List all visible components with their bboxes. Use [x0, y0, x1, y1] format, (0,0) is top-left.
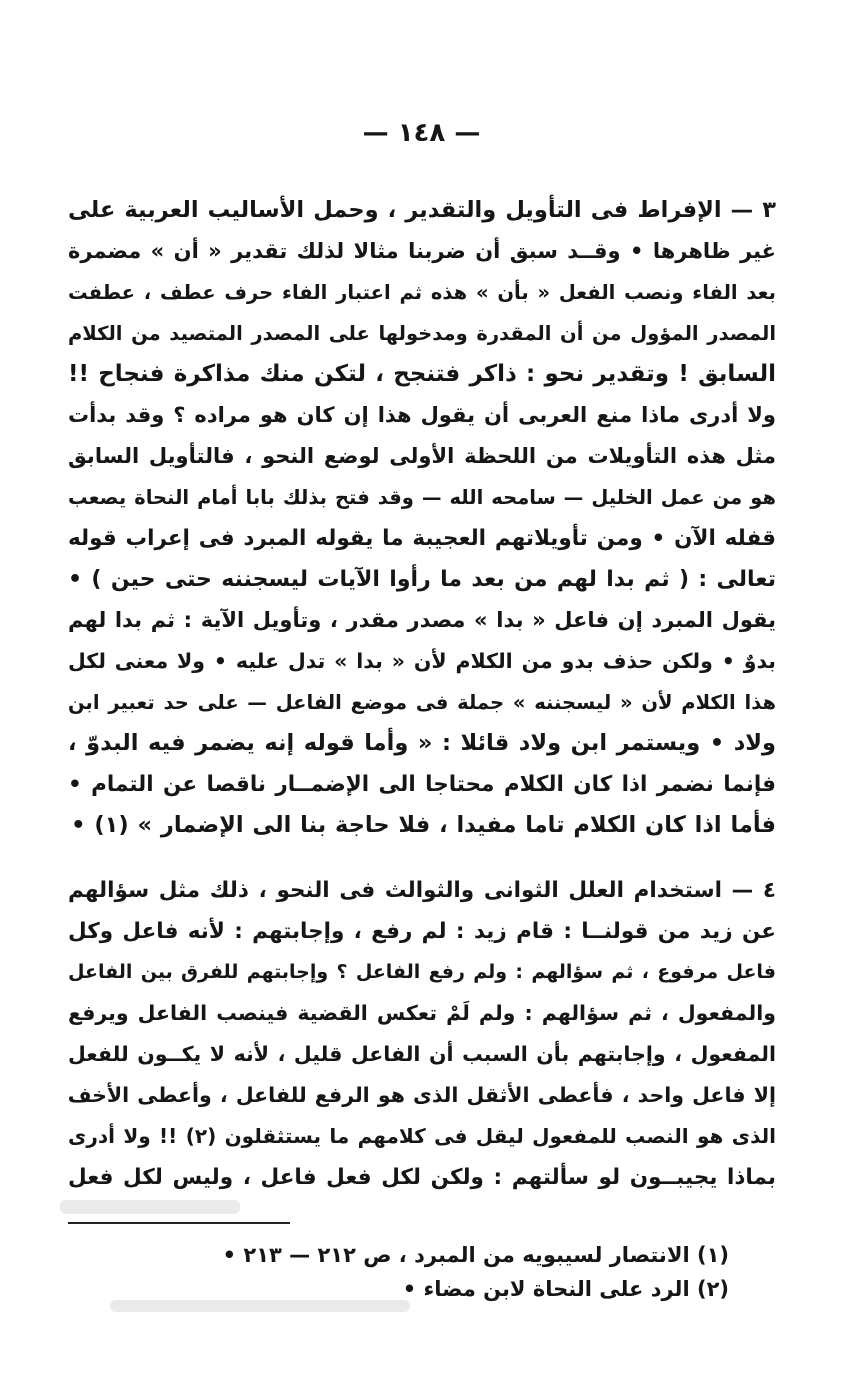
text-line: ٤ — استخدام العلل الثوانى والثوالث فى النحو ، ذلك مثل سؤالهم	[68, 878, 776, 903]
text-line: هو من عمل الخليل — سامحه الله — وقد فتح بذلك بابا أمام النحاة يصعب	[68, 486, 776, 509]
footnotes	[129, 1238, 729, 1306]
paragraph-excessive-interpretation	[68, 190, 776, 846]
text-line: بماذا يجيبــون لو سألتهم : ولكن لكل فعل فاعل ، وليس لكل فعل	[68, 1165, 776, 1190]
text-line: فاعل مرفوع ، ثم سؤالهم : ولم رفع الفاعل ؟ وإجابتهم للفرق بين الفاعل	[68, 961, 776, 983]
text-line: بدوٌ • ولكن حذف بدو من الكلام لأن « بدا » تدل عليه • ولا معنى لكل	[68, 649, 776, 673]
scan-artifact	[60, 1200, 240, 1214]
text-line: إلا فاعل واحد ، فأعطى الأثقل الذى هو الرفع للفاعل ، وأعطى الأخف	[68, 1083, 776, 1107]
text-line: يقول المبرد إن فاعل « بدا » مصدر مقدر ، وتأويل الآية : ثم بدا لهم	[68, 608, 776, 632]
footnote-2: (٢) الرد على النحاة لابن مضاء •	[402, 1277, 729, 1301]
text-line: فإنما نضمر اذا كان الكلام محتاجا الى الإضمــار ناقصا عن التمام •	[68, 772, 776, 797]
paragraph-secondary-causes	[68, 870, 776, 1198]
text-line: ولا أدرى ماذا منع العربى أن يقول هذا إن كان هو مراده ؟ وقد بدأت	[68, 403, 776, 427]
text-line: عن زيد من قولنــا : قام زيد : لم رفع ، وإجابتهم : لأنه فاعل وكل	[68, 919, 776, 944]
text-line: غير ظاهرها • وقــد سبق أن ضربنا مثالا لذلك تقدير « أن » مضمرة	[68, 239, 776, 263]
text-line: تعالى : ( ثم بدا لهم من بعد ما رأوا الآيات ليسجننه حتى حين ) •	[68, 567, 776, 592]
text-line: الذى هو النصب للمفعول ليقل فى كلامهم ما يستثقلون (٢) !! ولا أدرى	[68, 1124, 776, 1148]
text-line: ٣ — الإفراط فى التأويل والتقدير ، وحمل الأساليب العربية على	[68, 197, 776, 223]
text-line: مثل هذه التأويلات من اللحظة الأولى لوضع النحو ، فالتأويل السابق	[68, 444, 776, 468]
text-line: السابق ! وتقدير نحو : ذاكر فتنجح ، لتكن منك مذاكرة فنجاح !!	[68, 361, 776, 387]
text-line: والمفعول ، ثم سؤالهم : ولم لَمْ تعكس القضية فينصب الفاعل ويرفع	[68, 1001, 776, 1025]
text-line: ولاد • ويستمر ابن ولاد قائلا : « وأما قوله إنه يضمر فيه البدوّ ،	[68, 730, 776, 756]
text-line: المفعول ، وإجابتهم بأن السبب أن الفاعل قليل ، لأنه لا يكــون للفعل	[68, 1042, 776, 1066]
text-line: هذا الكلام لأن « ليسجننه » جملة فى موضع الفاعل — على حد تعبير ابن	[68, 691, 776, 714]
text-line: بعد الفاء ونصب الفعل « بأن » هذه ثم اعتبار الفاء حرف عطف ، عطفت	[68, 281, 776, 304]
footnote-divider	[68, 1222, 290, 1224]
footnote-1: (١) الانتصار لسيبويه من المبرد ، ص ٢١٢ — ٢١٣ •	[222, 1243, 729, 1267]
text-line: المصدر المؤول من أن المقدرة ومدخولها على المصدر المتصيد من الكلام	[68, 322, 776, 345]
text-line: قفله الآن • ومن تأويلاتهم العجيبة ما يقوله المبرد فى إعراب قوله	[68, 526, 776, 551]
text-line: فأما اذا كان الكلام تاما مفيدا ، فلا حاجة بنا الى الإضمار » (١) •	[71, 812, 776, 838]
page-number: — ١٤٨ —	[362, 118, 481, 148]
